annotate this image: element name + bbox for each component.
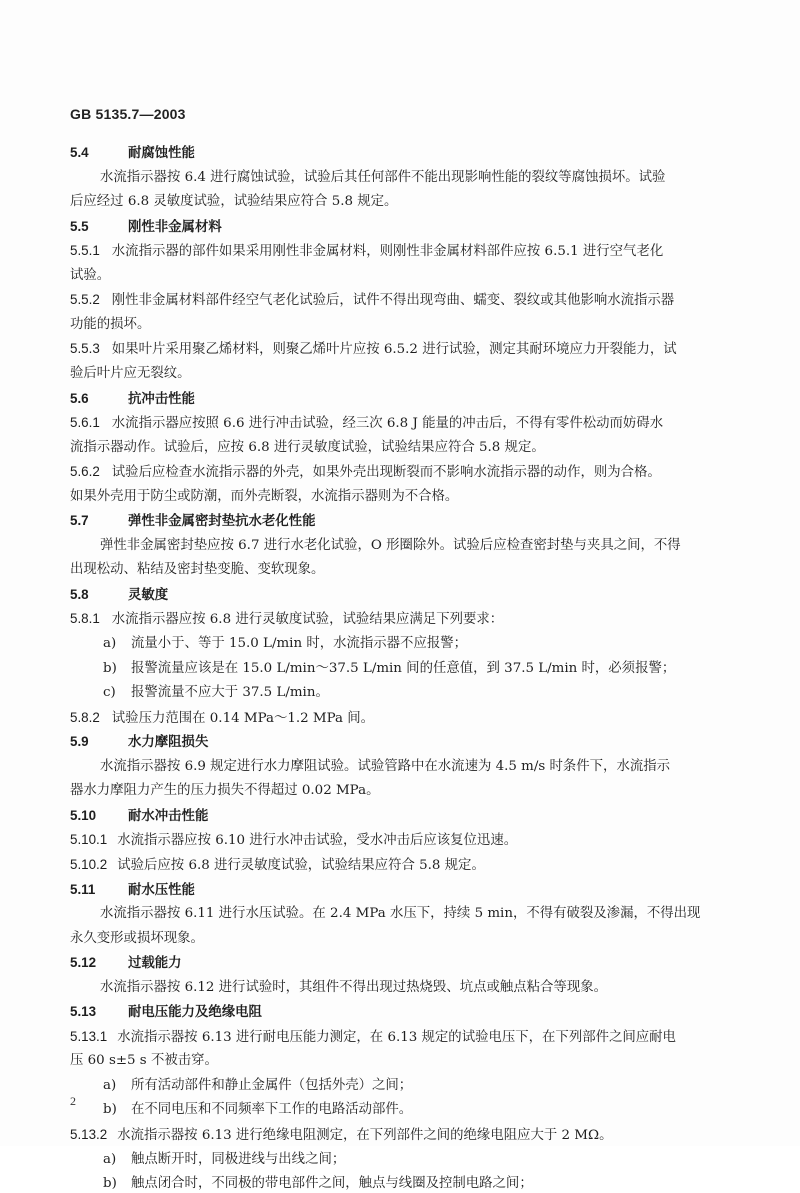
section-heading <box>70 144 195 162</box>
section-number: 5.11 <box>70 881 96 897</box>
clause-line <box>70 1028 676 1047</box>
section-number: 5.13 <box>70 1004 97 1020</box>
clause-number: 5.8.2 <box>70 709 100 725</box>
clause-number: 5.5.3 <box>70 341 100 357</box>
clause-text: 水流指示器应按 6.8 进行灵敏度试验，试验结果应满足下列要求： <box>111 612 504 628</box>
paragraph-line: 永久变形或损坏现象。 <box>70 930 204 946</box>
list-item-label: b) <box>103 660 117 676</box>
section-heading <box>70 586 168 604</box>
clause-number: 5.5.1 <box>70 243 100 259</box>
list-item-text: 触点断开时，同极进线与出线之间； <box>131 1151 346 1167</box>
clause-number: 5.6.2 <box>70 464 100 480</box>
clause-line <box>70 856 485 875</box>
clause-number: 5.8.1 <box>70 611 100 627</box>
section-title: 耐电压能力及绝缘电阻 <box>128 1004 262 1021</box>
clause-text: 刚性非金属材料部件经空气老化试验后，试件不得出现弯曲、蠕变、裂纹或其他影响水流指示器 <box>111 293 675 309</box>
section-title: 耐水冲击性能 <box>128 807 209 824</box>
section-heading <box>70 390 195 408</box>
paragraph-line: 压 60 s±5 s 不被击穿。 <box>70 1053 218 1069</box>
clause-line <box>70 340 677 359</box>
section-heading <box>70 512 315 530</box>
clause-line <box>70 709 374 728</box>
list-item <box>103 1101 412 1119</box>
paragraph-first-line: 水流指示器按 6.9 规定进行水力摩阻试验。试验管路中在水流速为 4.5 m/s 时条件下，水流指示 <box>100 758 671 774</box>
section-heading <box>70 1003 262 1021</box>
section-heading <box>70 733 208 751</box>
list-item-text: 报警流量不应大于 37.5 L/min。 <box>131 685 329 701</box>
clause-line <box>70 242 663 261</box>
clause-number: 5.6.1 <box>70 415 100 431</box>
list-item-text: 流量小于、等于 15.0 L/min 时，水流指示器不应报警； <box>131 636 468 651</box>
list-item-label: b) <box>103 1102 117 1118</box>
clause-text: 水流指示器按 6.13 进行绝缘电阻测定，在下列部件之间的绝缘电阻应大于 2 MΩ。 <box>117 1128 613 1143</box>
clause-line <box>70 291 674 310</box>
paragraph-line: 出现松动、粘结及密封垫变脆、变软现象。 <box>70 562 325 578</box>
paragraph-first-line: 弹性非金属密封垫应按 6.7 进行水老化试验，O 形圈除外。试验后应检查密封垫与夹具之间，不得 <box>100 537 681 553</box>
clause-text: 试验压力范围在 0.14 MPa～1.2 MPa 间。 <box>111 710 375 726</box>
clause-line <box>70 414 663 433</box>
list-item <box>103 684 329 702</box>
list-item-label: a) <box>103 636 117 651</box>
clause-text: 水流指示器应按 6.10 进行水冲击试验，受水冲击后应该复位迅速。 <box>117 833 518 849</box>
section-number: 5.6 <box>70 390 89 406</box>
list-item-label: b) <box>103 1176 117 1192</box>
clause-number: 5.13.2 <box>70 1127 108 1142</box>
section-title: 耐水压性能 <box>128 881 195 898</box>
list-item-label: a) <box>103 1151 117 1167</box>
clause-line <box>70 831 517 850</box>
section-heading <box>70 807 208 825</box>
section-title: 抗冲击性能 <box>128 390 195 407</box>
clause-text: 水流指示器的部件如果采用刚性非金属材料，则刚性非金属材料部件应按 6.5.1 进行空气老化 <box>111 244 664 260</box>
clause-text: 如果叶片采用聚乙烯材料，则聚乙烯叶片应按 6.5.2 进行试验，测定其耐环境应力开裂能力，试 <box>111 342 677 358</box>
section-number: 5.4 <box>70 145 89 160</box>
paragraph-line: 功能的损坏。 <box>70 316 151 332</box>
section-title: 刚性非金属材料 <box>128 218 222 235</box>
clause-text: 水流指示器应按照 6.6 进行冲击试验，经三次 6.8 J 能量的冲击后，不得有零件松动而妨碍水 <box>111 416 664 432</box>
section-title: 耐腐蚀性能 <box>128 145 195 161</box>
section-number: 5.8 <box>70 586 89 602</box>
paragraph-line: 如果外壳用于防尘或防潮，而外壳断裂，水流指示器则为不合格。 <box>70 488 459 504</box>
list-item <box>103 660 675 678</box>
list-item-text: 在不同电压和不同频率下工作的电路活动部件。 <box>131 1102 413 1118</box>
list-item <box>103 1077 412 1095</box>
list-item <box>103 635 467 653</box>
list-item-text: 报警流量应该是在 15.0 L/min～37.5 L/min 间的任意值，到 37.5 L/min 时，必须报警； <box>131 660 676 676</box>
list-item-label: a) <box>103 1077 117 1093</box>
paragraph-first-line: 水流指示器按 6.12 进行试验时，其组件不得出现过热烧毁、坑点或触点粘合等现象。 <box>100 979 607 995</box>
standard-code-header: GB 5135.7—2003 <box>70 106 186 122</box>
paragraph-first-line: 水流指示器按 6.11 进行水压试验。在 2.4 MPa 水压下，持续 5 min，不得有破裂及渗漏，不得出现 <box>100 906 701 922</box>
clause-number: 5.5.2 <box>70 292 100 308</box>
clause-text: 试验后应检查水流指示器的外壳，如果外壳出现断裂而不影响水流指示器的动作，则为合格。 <box>111 465 661 481</box>
list-item <box>103 1151 345 1169</box>
list-item-label: c) <box>103 685 116 701</box>
section-heading <box>70 218 222 236</box>
section-number: 5.7 <box>70 513 89 529</box>
section-number: 5.5 <box>70 218 89 234</box>
section-heading <box>70 954 182 972</box>
clause-number: 5.13.1 <box>70 1028 108 1044</box>
list-item-text: 所有活动部件和静止金属件（包括外壳）之间； <box>131 1077 413 1093</box>
section-number: 5.9 <box>70 734 89 750</box>
paragraph-line: 后应经过 6.8 灵敏度试验，试验结果应符合 5.8 规定。 <box>70 194 398 210</box>
list-item-text: 触点闭合时，不同极的带电部件之间，触点与线圈及控制电路之间； <box>131 1176 533 1192</box>
list-item <box>103 1175 533 1193</box>
clause-line <box>70 1126 613 1145</box>
paragraph-line: 器水力摩阻力产生的压力损失不得超过 0.02 MPa。 <box>70 783 380 799</box>
paragraph-line: 流指示器动作。试验后，应按 6.8 进行灵敏度试验，试验结果应符合 5.8 规定。 <box>70 439 545 455</box>
paragraph-line: 验后叶片应无裂纹。 <box>70 365 191 381</box>
section-title: 弹性非金属密封垫抗水老化性能 <box>128 513 316 530</box>
clause-text: 水流指示器按 6.13 进行耐电压能力测定，在 6.13 规定的试验电压下，在下列部件之间应耐电 <box>117 1029 676 1045</box>
clause-line <box>70 610 503 629</box>
section-title: 灵敏度 <box>128 586 169 603</box>
clause-number: 5.10.1 <box>70 832 108 848</box>
clause-text: 试验后应按 6.8 进行灵敏度试验，试验结果应符合 5.8 规定。 <box>117 857 485 873</box>
section-title: 水力摩阻损失 <box>128 734 209 751</box>
section-title: 过载能力 <box>128 955 182 972</box>
clause-line <box>70 463 661 482</box>
section-heading <box>70 881 195 899</box>
paragraph-first-line: 水流指示器按 6.4 进行腐蚀试验，试验后其任何部件不能出现影响性能的裂纹等腐蚀损坏。试验 <box>100 169 666 185</box>
section-number: 5.10 <box>70 807 97 823</box>
page-number: 2 <box>70 1094 76 1108</box>
section-number: 5.12 <box>70 955 97 971</box>
paragraph-line: 试验。 <box>70 267 111 283</box>
clause-number: 5.10.2 <box>70 856 108 872</box>
